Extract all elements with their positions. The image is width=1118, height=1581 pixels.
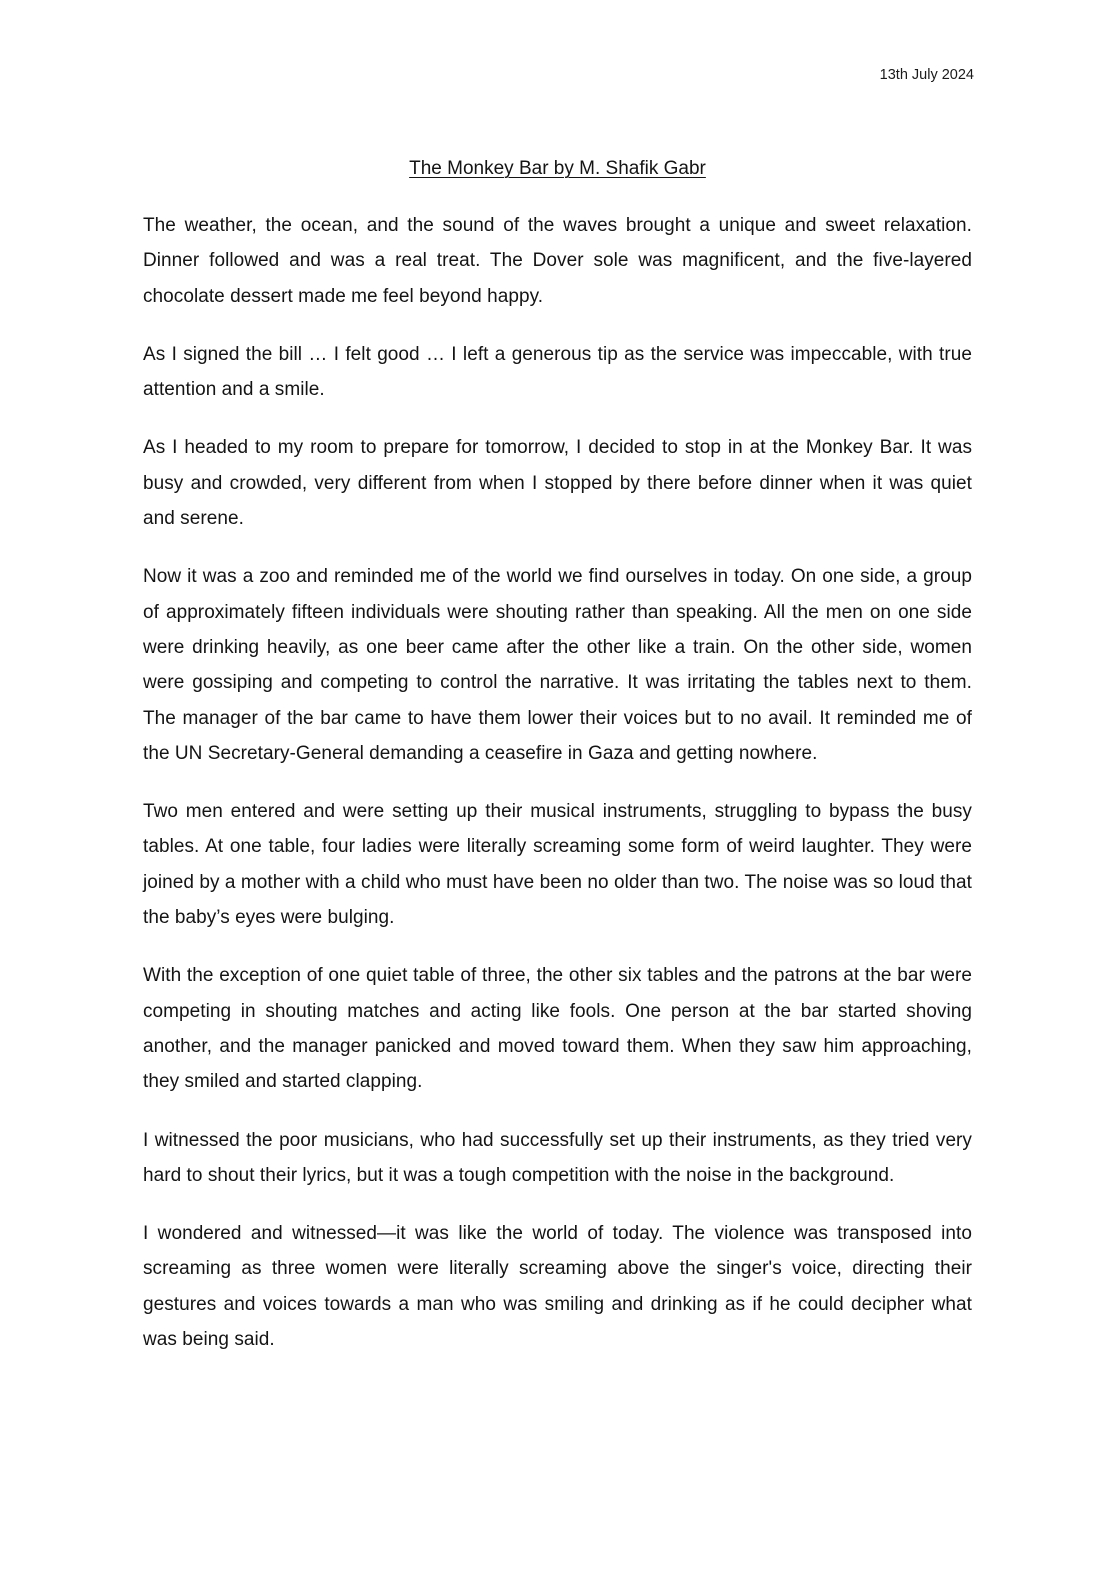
document-body xyxy=(143,208,972,1380)
document-date: 13th July 2024 xyxy=(879,67,974,83)
paragraph: With the exception of one quiet table of three, the other six tables and the patrons at the bar were competing in shouting matches and acting like fools. One person at the bar started shoving another, and the manager panicked and moved toward them. When they saw him approaching, they smiled and started clapping. xyxy=(143,965,972,1093)
paragraph: Two men entered and were setting up their musical instruments, struggling to bypass the busy tables. At one table, four ladies were literally screaming some form of weird laughter. They were joined by a mother with a child who must have been no older than two. The noise was so loud that the baby’s eyes were bulging. xyxy=(143,801,972,929)
paragraph: As I signed the bill … I felt good … I left a generous tip as the service was impeccable, with true attention and a smile. xyxy=(143,343,972,401)
paragraph: As I headed to my room to prepare for tomorrow, I decided to stop in at the Monkey Bar. It was busy and crowded, very different from when I stopped by there before dinner when it was quiet and serene. xyxy=(143,437,972,530)
paragraph: I wondered and witnessed—it was like the world of today. The violence was transposed into screaming as three women were literally screaming above the singer's voice, directing their gestures and voices towards a man who was smiling and drinking as if he could decipher what was being said. xyxy=(143,1223,972,1351)
paragraph: I witnessed the poor musicians, who had successfully set up their instruments, as they tried very hard to shout their lyrics, but it was a tough competition with the noise in the background. xyxy=(143,1129,972,1186)
paragraph: The weather, the ocean, and the sound of the waves brought a unique and sweet relaxation. Dinner followed and was a real treat. The Dover sole was magnificent, and the five-layered chocolate dessert made me feel beyond happy. xyxy=(143,215,972,307)
document-title: The Monkey Bar by M. Shafik Gabr xyxy=(409,158,706,179)
document-title-container xyxy=(143,157,972,181)
paragraph: Now it was a zoo and reminded me of the world we find ourselves in today. On one side, a group of approximately fifteen individuals were shouting rather than speaking. All the men on one side were drinking heavily, as one beer came after the other like a train. On the other side, women were gossiping and competing to control the narrative. It was irritating the tables next to them. The manager of the bar came to have them lower their voices but to no avail. It reminded me of the UN Secretary-General demanding a ceasefire in Gaza and getting nowhere. xyxy=(143,566,972,764)
